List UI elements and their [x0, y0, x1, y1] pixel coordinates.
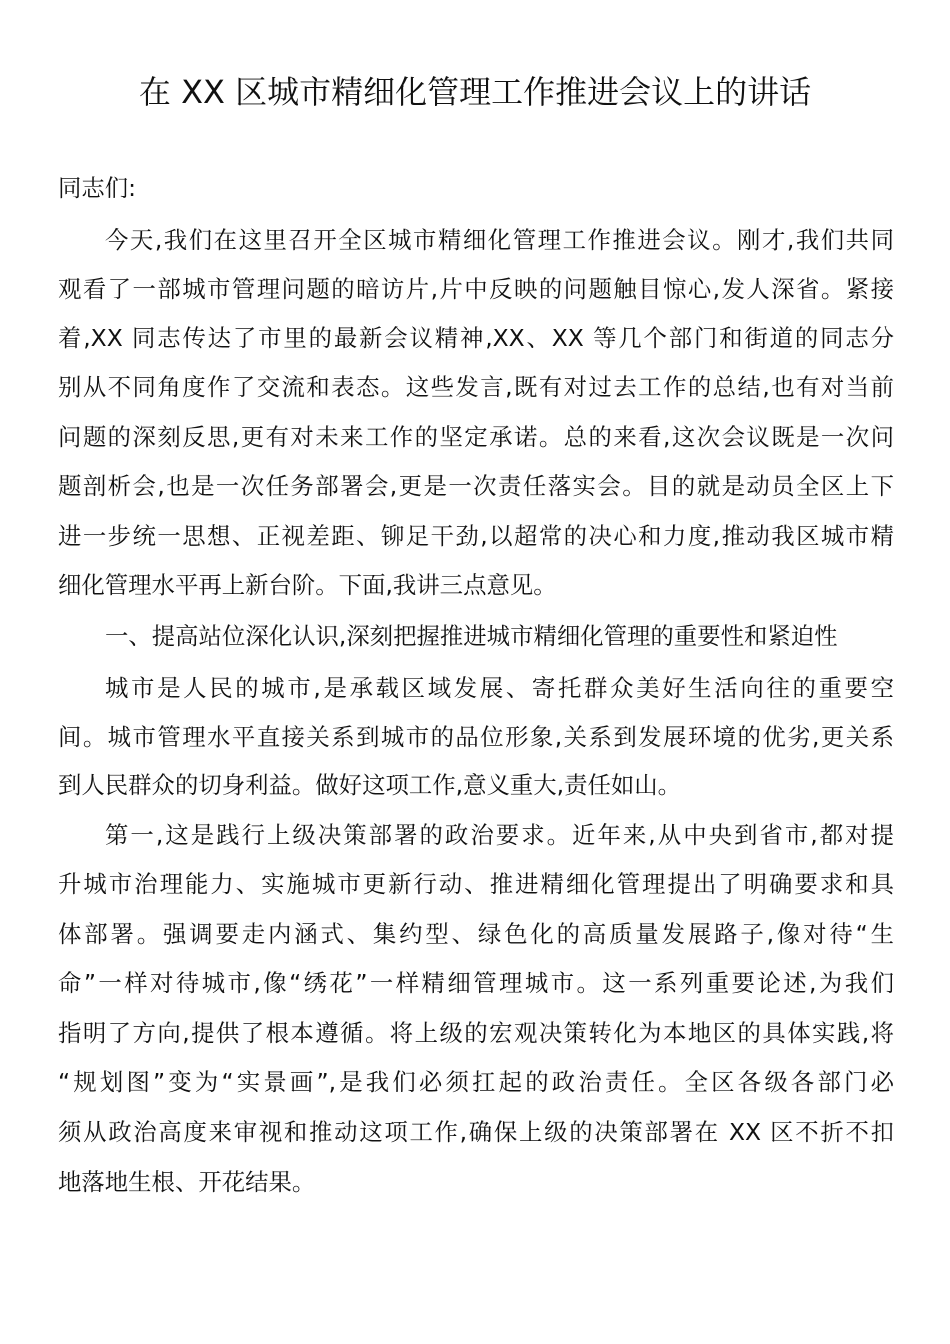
paragraph-line: 到人民群众的切身利益。做好这项工作,意义重大,责任如山。 — [58, 771, 682, 799]
salutation: 同志们: — [58, 174, 137, 202]
paragraph-line: 题剖析会,也是一次任务部署会,更是一次责任落实会。目的就是动员全区上下 — [58, 472, 894, 500]
document-title: 在 XX 区城市精细化管理工作推进会议上的讲话 — [138, 73, 812, 111]
heading-line: 一、提高站位深化认识,深刻把握推进城市精细化管理的重要性和紧迫性 — [105, 622, 838, 650]
paragraph-line: 细化管理水平再上新台阶。下面,我讲三点意见。 — [58, 571, 557, 599]
paragraph-line: 体部署。强调要走内涵式、集约型、绿色化的高质量发展路子,像对待“生 — [58, 920, 894, 948]
paragraph-line: 地落地生根、开花结果。 — [58, 1168, 316, 1196]
paragraph-line: 问题的深刻反思,更有对未来工作的坚定承诺。总的来看,这次会议既是一次问 — [58, 423, 894, 451]
paragraph-line: 命”一样对待城市,像“绣花”一样精细管理城市。这一系列重要论述,为我们 — [58, 969, 894, 997]
paragraph-line: 间。城市管理水平直接关系到城市的品位形象,关系到发展环境的优劣,更关系 — [58, 723, 894, 751]
paragraph-line: 城市是人民的城市,是承载区域发展、寄托群众美好生活向往的重要空 — [105, 674, 894, 702]
paragraph-line: “规划图”变为“实景画”,是我们必须扛起的政治责任。全区各级各部门必 — [58, 1068, 894, 1096]
paragraph-line: 第一,这是践行上级决策部署的政治要求。近年来,从中央到省市,都对提 — [105, 821, 894, 849]
paragraph-line: 别从不同角度作了交流和表态。这些发言,既有对过去工作的总结,也有对当前 — [58, 373, 894, 401]
paragraph-line: 观看了一部城市管理问题的暗访片,片中反映的问题触目惊心,发人深省。紧接 — [58, 275, 894, 303]
paragraph-line: 进一步统一思想、正视差距、铆足干劲,以超常的决心和力度,推动我区城市精 — [58, 522, 894, 550]
paragraph-line: 须从政治高度来审视和推动这项工作,确保上级的决策部署在 XX 区不折不扣 — [58, 1118, 894, 1146]
paragraph-line: 着,XX 同志传达了市里的最新会议精神,XX、XX 等几个部门和街道的同志分 — [58, 324, 894, 352]
paragraph-line: 升城市治理能力、实施城市更新行动、推进精细化管理提出了明确要求和具 — [58, 870, 894, 898]
paragraph-line: 指明了方向,提供了根本遵循。将上级的宏观决策转化为本地区的具体实践,将 — [58, 1019, 894, 1047]
paragraph-line: 今天,我们在这里召开全区城市精细化管理工作推进会议。刚才,我们共同 — [105, 226, 894, 254]
